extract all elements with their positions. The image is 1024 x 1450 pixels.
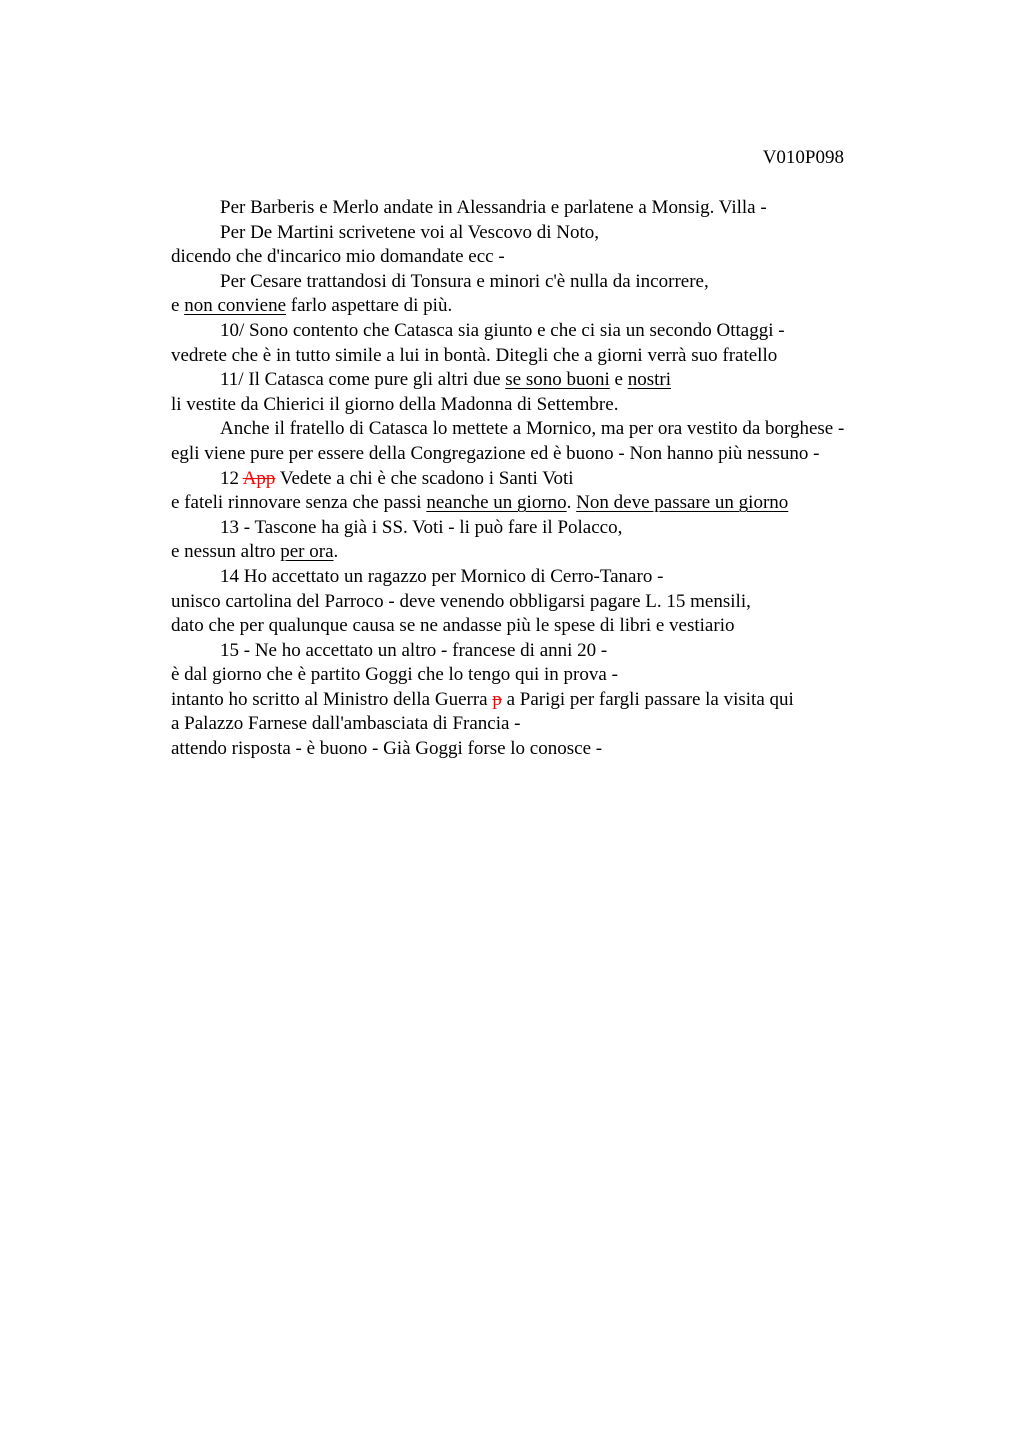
text-segment: e nessun altro (171, 541, 281, 563)
text-segment: farlo aspettare di più. (286, 295, 453, 317)
text-segment: e (171, 295, 185, 317)
underlined-text: se sono buoni (505, 369, 610, 391)
text-line: unisco cartolina del Parroco - deve venendo obbligarsi pagare L. 15 mensili, (171, 590, 751, 612)
underlined-text: neanche un giorno (426, 492, 567, 514)
text-line: vedrete che è in tutto simile a lui in bontà. Ditegli che a giorni verrà suo fratello (171, 344, 778, 366)
text-line (171, 294, 931, 319)
text-segment: a Parigi per fargli passare la visita qui (501, 688, 794, 710)
text-line: Anche il fratello di Catasca lo mettete a Mornico, ma per ora vestito da borghese - (220, 418, 845, 440)
underlined-text: non conviene (184, 295, 287, 317)
text-line: dato che per qualunque causa se ne andasse più le spese di libri e vestiario (171, 615, 735, 637)
text-line: è dal giorno che è partito Goggi che lo tengo qui in prova - (171, 664, 618, 686)
underlined-text: nostri (627, 369, 671, 391)
text-line (171, 688, 931, 713)
text-line: 10/ Sono contento che Catasca sia giunto e che ci sia un secondo Ottaggi - (220, 319, 785, 341)
text-line: egli viene pure per essere della Congregazione ed è buono - Non hanno più nessuno - (171, 442, 820, 464)
text-segment: e (609, 369, 628, 391)
text-segment: Vedete a chi è che scadono i Santi Voti (275, 467, 574, 489)
text-line: attendo risposta - è buono - Già Goggi forse lo conosce - (171, 738, 603, 760)
text-segment: intanto ho scritto al Ministro della Guerra (171, 688, 493, 710)
text-line: 15 - Ne ho accettato un altro - francese di anni 20 - (220, 639, 608, 661)
text-line: li vestite da Chierici il giorno della Madonna di Settembre. (171, 393, 619, 415)
text-line: a Palazzo Farnese dall'ambasciata di Francia - (171, 713, 521, 735)
text-segment: 11/ Il Catasca come pure gli altri due (220, 369, 506, 391)
text-line: Per De Martini scrivetene voi al Vescovo di Noto, (220, 221, 600, 243)
underlined-text: per ora (280, 541, 334, 563)
text-segment: . (566, 492, 577, 514)
text-line (171, 467, 931, 492)
text-line: Per Barberis e Merlo andate in Alessandria e parlatene a Monsig. Villa - (220, 197, 767, 218)
deleted-text: p (492, 688, 502, 710)
text-segment: e fateli rinnovare senza che passi (171, 492, 427, 514)
underlined-text: Non deve passare un giorno (576, 492, 789, 514)
text-line: dicendo che d'incarico mio domandate ecc - (171, 246, 505, 268)
text-line (171, 540, 931, 565)
page-identifier: V010P098 (762, 147, 844, 168)
text-segment: 12 (220, 467, 243, 489)
letter-body (171, 196, 931, 762)
text-segment: . (333, 541, 339, 563)
text-line: 13 - Tascone ha già i SS. Voti - li può fare il Polacco, (220, 516, 623, 538)
text-line: Per Cesare trattandosi di Tonsura e minori c'è nulla da incorrere, (220, 270, 709, 292)
text-line (171, 368, 931, 393)
deleted-text: App (242, 467, 276, 489)
text-line (171, 491, 931, 516)
text-line: 14 Ho accettato un ragazzo per Mornico di Cerro-Tanaro - (220, 565, 664, 587)
